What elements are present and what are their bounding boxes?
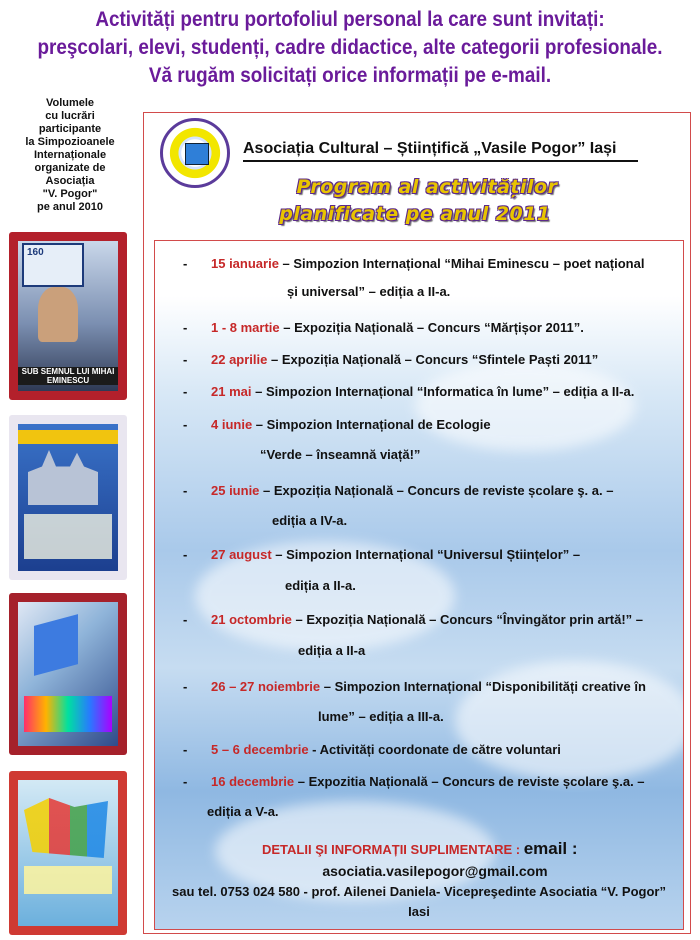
book-cover-eminescu bbox=[9, 232, 127, 400]
bullet: - bbox=[183, 483, 188, 498]
bullet: - bbox=[183, 742, 188, 757]
event-item bbox=[183, 483, 613, 499]
event-continuation: “Verde – înseamnă viață!” bbox=[260, 447, 421, 462]
sidebar-caption bbox=[10, 97, 130, 214]
caption-line: la Simpozioanele bbox=[25, 136, 115, 148]
event-text: – Expozitia Națională – Concurs de reviste școlare ş.a. – bbox=[294, 774, 645, 789]
stamp-number: 160 bbox=[27, 247, 44, 258]
event-text: – Simpozion Internațional “Mihai Eminescu – poet național bbox=[278, 256, 645, 271]
event-item bbox=[183, 679, 646, 695]
page-header bbox=[35, 6, 665, 90]
event-text: – Expoziția Națională – Concurs “Mărțișor 2011”. bbox=[279, 320, 584, 335]
event-item bbox=[183, 417, 491, 433]
book-cover-image bbox=[18, 241, 118, 391]
bullet: - bbox=[183, 417, 188, 432]
bullet: - bbox=[183, 384, 188, 399]
caption-line: participante bbox=[38, 123, 102, 135]
palace-image bbox=[28, 450, 98, 505]
event-date: 21 octombrie bbox=[211, 612, 292, 627]
event-text: - Activități coordonate de către voluntari bbox=[308, 742, 561, 757]
details-heading bbox=[262, 839, 578, 859]
event-text: – Expoziția Națională – Concurs “Învingător prin artă!” – bbox=[291, 612, 643, 627]
event-continuation: ediția a V-a. bbox=[207, 804, 279, 819]
cube-image bbox=[34, 614, 78, 676]
bullet: - bbox=[183, 679, 188, 694]
map-image bbox=[24, 798, 108, 858]
event-text: – Simpozion Internațional “Universul Științelor” – bbox=[271, 547, 581, 562]
spectrum-image bbox=[24, 696, 112, 732]
contact-phone: sau tel. 0753 024 580 - prof. Ailenei Daniela- Vicepreşedinte Asociatia “V. Pogor” bbox=[172, 884, 666, 899]
caption-line: organizate de bbox=[34, 162, 106, 174]
organization-name: Asociația Cultural – Științifică „Vasile Pogor” Iași bbox=[243, 140, 638, 162]
event-date: 5 – 6 decembrie bbox=[211, 742, 309, 757]
logo-emblem bbox=[185, 143, 209, 165]
bullet: - bbox=[183, 320, 188, 335]
bullet: - bbox=[183, 547, 188, 562]
book-cover-title: SUB SEMNUL LUI MIHAI EMINESCU bbox=[18, 367, 118, 385]
event-continuation: ediția a IV-a. bbox=[272, 513, 348, 528]
stamp-image bbox=[22, 243, 84, 287]
event-continuation: ediția a II-a bbox=[298, 643, 366, 658]
association-logo bbox=[160, 118, 230, 188]
event-date: 22 aprilie bbox=[211, 352, 268, 367]
event-item bbox=[183, 547, 580, 563]
caption-line: Internaționale bbox=[33, 149, 107, 161]
event-item bbox=[183, 352, 598, 368]
header-line-2: preşcolari, elevi, studenți, cadre didactice, alte categorii profesionale. bbox=[37, 36, 663, 59]
email-label: email : bbox=[523, 839, 578, 858]
event-item bbox=[183, 384, 634, 400]
bullet: - bbox=[183, 256, 188, 271]
contact-email[interactable]: asociatia.vasilepogor@gmail.com bbox=[322, 863, 548, 879]
cover-band bbox=[18, 430, 118, 444]
event-date: 15 ianuarie bbox=[211, 256, 279, 271]
event-date: 4 iunie bbox=[211, 417, 253, 432]
book-cover-image bbox=[18, 602, 118, 746]
bullet: - bbox=[183, 612, 188, 627]
event-date: 26 – 27 noiembrie bbox=[211, 679, 321, 694]
book-cover-ecology bbox=[9, 415, 127, 580]
event-text: – Simpozion Internațional de Ecologie bbox=[252, 417, 491, 432]
bullet: - bbox=[183, 352, 188, 367]
event-date: 21 mai bbox=[211, 384, 252, 399]
book-cover-creative bbox=[9, 771, 127, 935]
event-date: 1 - 8 martie bbox=[211, 320, 280, 335]
caption-line: pe anul 2010 bbox=[36, 201, 104, 213]
event-item bbox=[183, 774, 645, 790]
event-text: – Expoziția Națională – Concurs de reviste școlare ş. a. – bbox=[259, 483, 614, 498]
cover-text-block bbox=[24, 514, 112, 559]
book-cover-informatics bbox=[9, 593, 127, 755]
events-panel bbox=[154, 240, 684, 930]
book-cover-image bbox=[18, 424, 118, 571]
program-title-line-2: planificate pe anul 2011 bbox=[279, 203, 551, 225]
header-line-3: Vă rugăm solicitați orice informații pe e-mail. bbox=[148, 64, 552, 87]
program-title-line-1: Program al activităților bbox=[296, 176, 558, 198]
event-text: – Simpozion Internațional “Informatica în lume” – ediția a II-a. bbox=[251, 384, 635, 399]
caption-line: "V. Pogor" bbox=[42, 188, 98, 200]
portrait-image bbox=[38, 287, 78, 342]
event-item bbox=[183, 742, 561, 758]
event-date: 25 iunie bbox=[211, 483, 260, 498]
event-item bbox=[183, 612, 643, 628]
event-date: 27 august bbox=[211, 547, 272, 562]
bullet: - bbox=[183, 774, 188, 789]
contact-city: Iasi bbox=[408, 904, 430, 919]
event-continuation: ediția a II-a. bbox=[285, 578, 356, 593]
event-item bbox=[183, 256, 644, 272]
caption-line: Volumele bbox=[45, 97, 95, 109]
caption-line: Asociația bbox=[45, 175, 95, 187]
event-continuation: lume” – ediția a III-a. bbox=[318, 709, 444, 724]
caption-line: cu lucrări bbox=[45, 110, 95, 122]
event-text: – Expoziția Națională – Concurs “Sfintele Paști 2011” bbox=[267, 352, 599, 367]
event-text: – Simpozion Internațional “Disponibilități creative în bbox=[320, 679, 646, 694]
cloud-decoration bbox=[415, 361, 635, 451]
event-continuation: și universal” – ediția a II-a. bbox=[287, 284, 451, 299]
event-item bbox=[183, 320, 584, 336]
header-line-1: Activități pentru portofoliul personal la care sunt invitați: bbox=[95, 8, 605, 31]
book-cover-image bbox=[18, 780, 118, 926]
details-colon: : bbox=[512, 842, 524, 857]
details-label: DETALII ŞI INFORMAȚII SUPLIMENTARE bbox=[262, 842, 513, 857]
event-date: 16 decembrie bbox=[211, 774, 295, 789]
